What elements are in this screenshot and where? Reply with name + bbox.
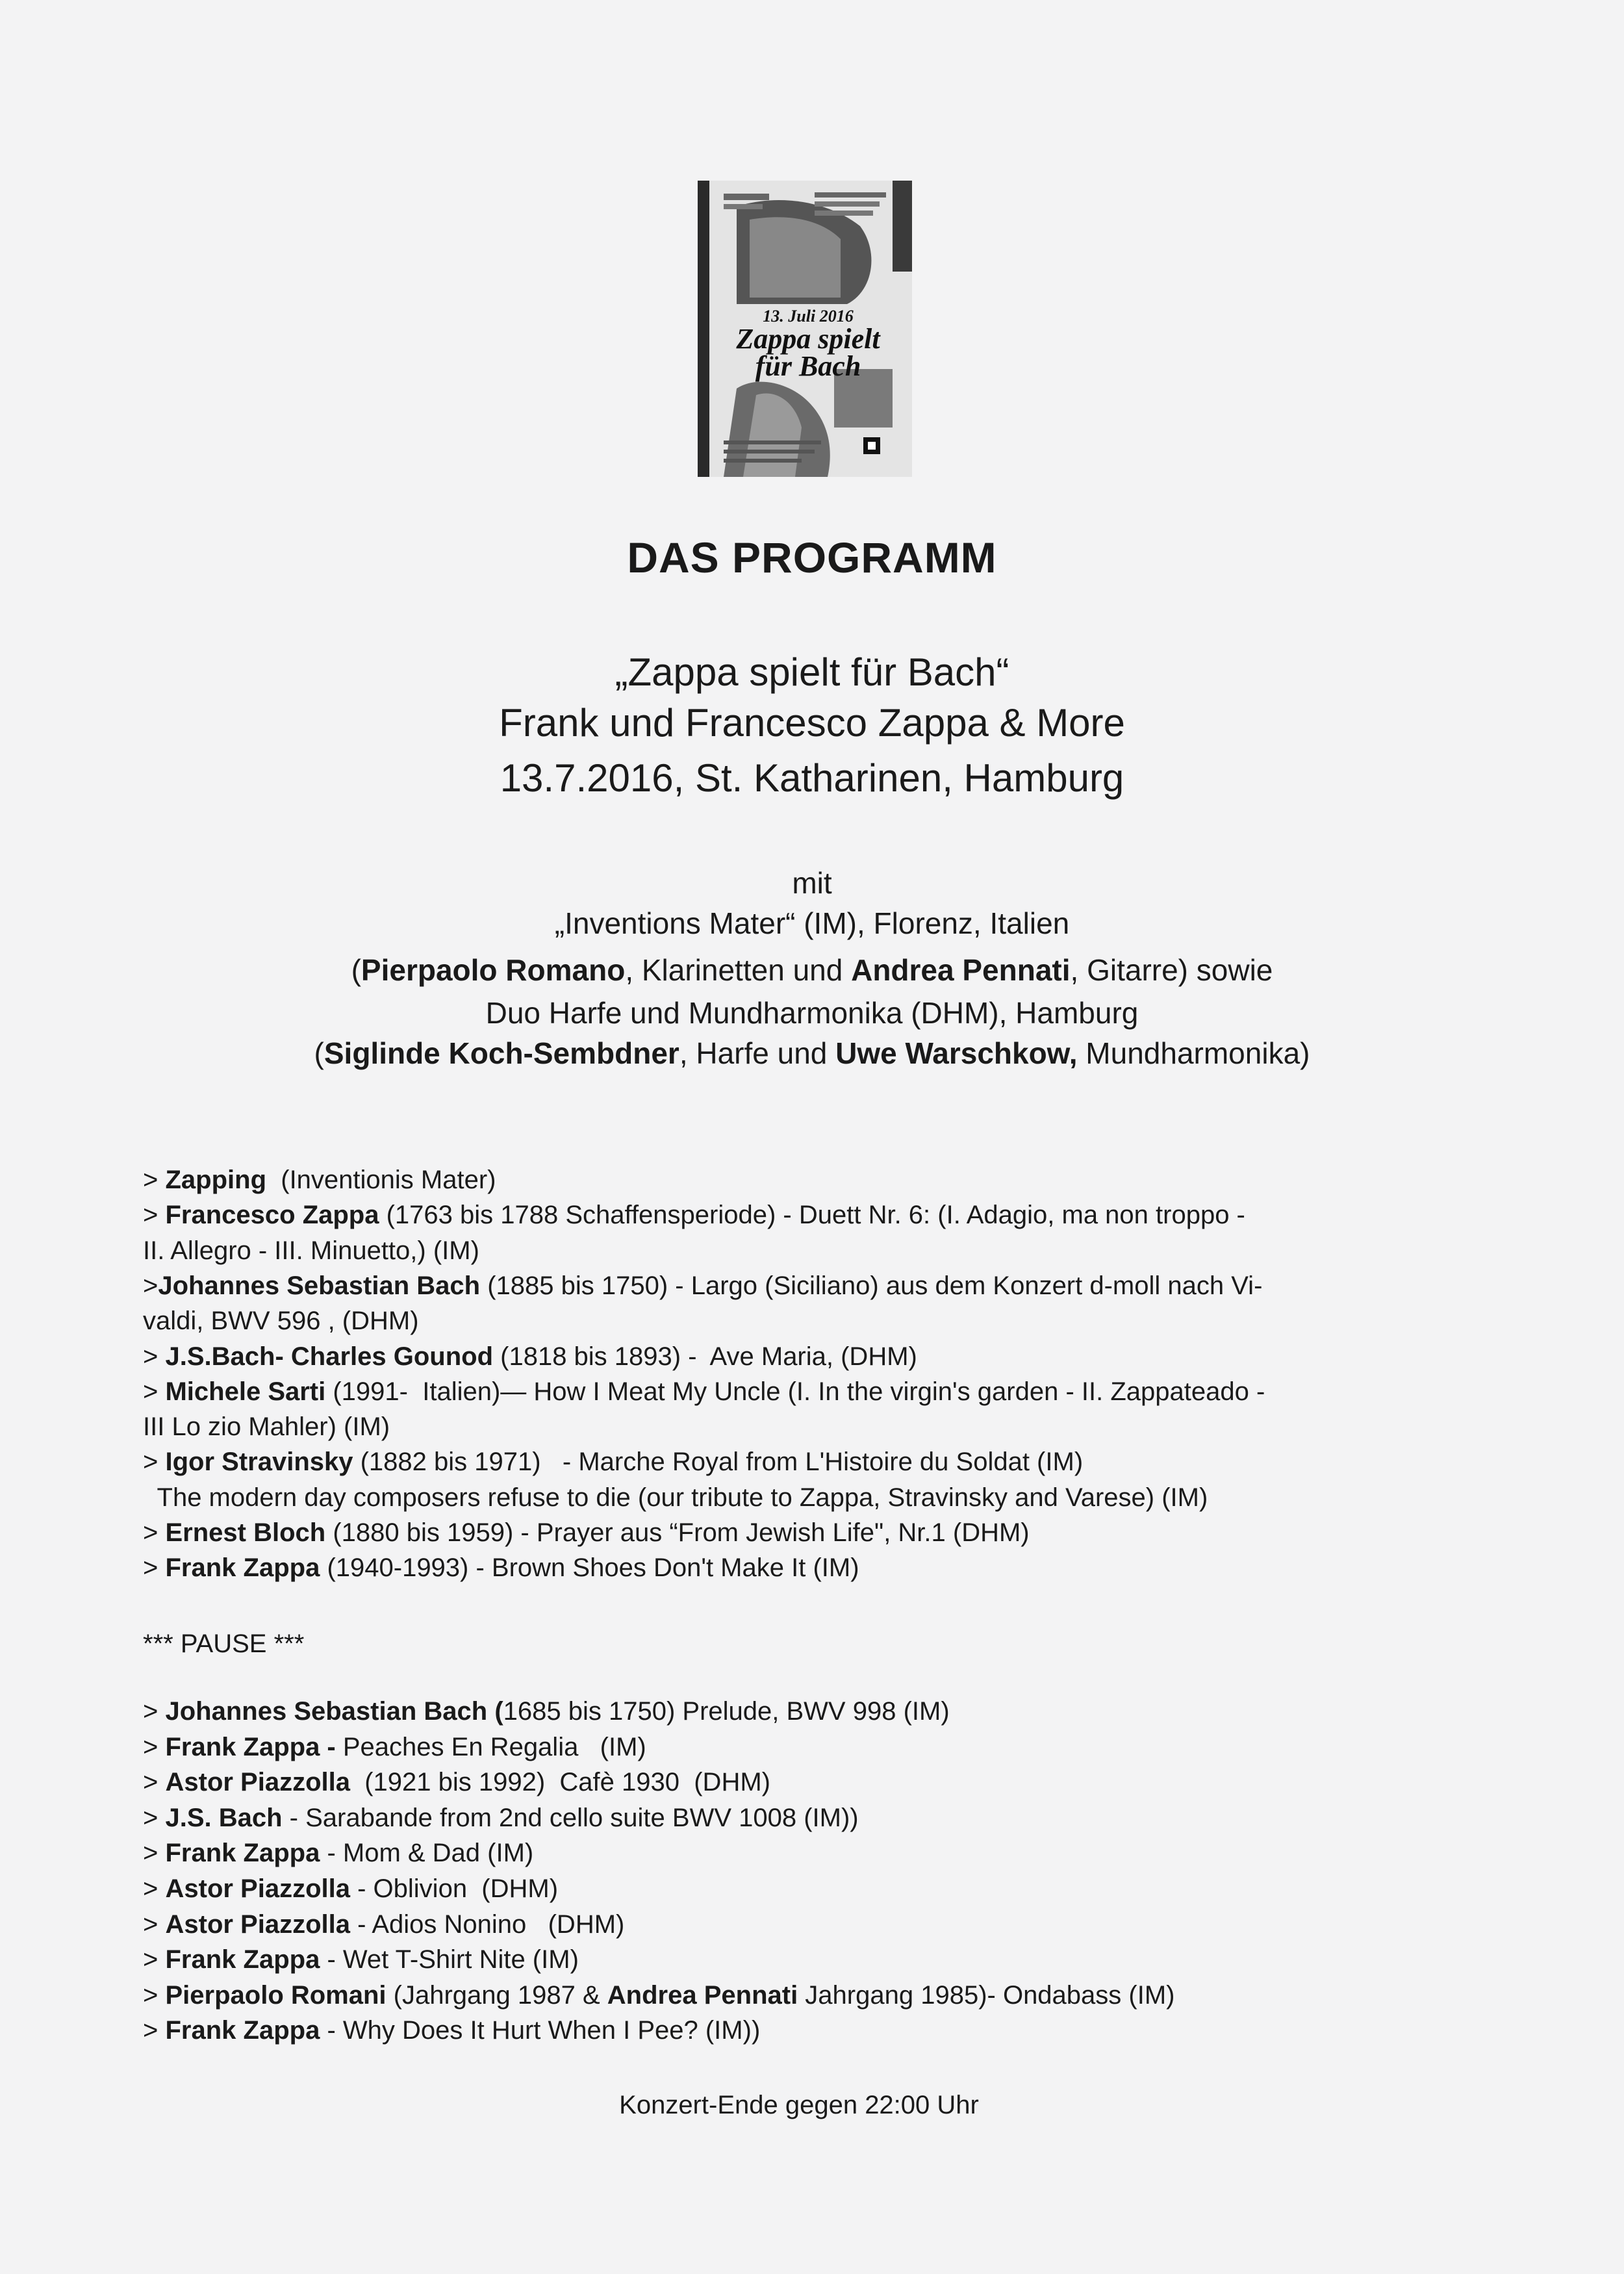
entry-prefix: > (143, 1874, 166, 1903)
performer-name: Uwe Warschkow, (835, 1036, 1078, 1070)
entry-detail: (1921 bis 1992) Cafè 1930 (DHM) (350, 1768, 770, 1797)
entry-prefix: > (143, 1342, 166, 1371)
mit-label: mit (792, 866, 832, 900)
entry-detail: III Lo zio Mahler) (IM) (143, 1412, 390, 1442)
entry-prefix: > (143, 1980, 166, 2010)
composer-name: Frank Zappa (165, 1839, 320, 1868)
entry-detail: (1940-1993) - Brown Shoes Don't Make It (IM) (320, 1553, 859, 1583)
composer-name: Johannes Sebastian Bach (158, 1271, 481, 1300)
composer-name: Astor Piazzolla (165, 1768, 350, 1797)
composer-name: Johannes Sebastian Bach ( (165, 1697, 503, 1726)
entry-detail: (1885 bis 1750) - Largo (Siciliano) aus dem Konzert d-moll nach Vi- (480, 1271, 1263, 1300)
page-title: DAS PROGRAMM (627, 533, 997, 581)
program-entry (143, 1876, 1520, 1902)
entry-detail: - Sarabande from 2nd cello suite BWV 1008 (IM)) (282, 1803, 859, 1832)
composer-name: Pierpaolo Romani (165, 1980, 387, 2010)
program-entry (143, 1840, 1520, 1866)
concert-title: „Zappa spielt für Bach“ (615, 650, 1009, 694)
entry-prefix: > (143, 1732, 166, 1761)
entry-detail: - Wet T-Shirt Nite (IM) (320, 1945, 579, 1974)
entry-prefix (143, 1483, 157, 1512)
composer-name: Andrea Pennati (607, 1980, 798, 2010)
duo-members-line: (Siglinde Koch-Sembdner, Harfe und Uwe Warschkow, Mundharmonika) (314, 1036, 1310, 1070)
composer-name: Astor Piazzolla (165, 1874, 350, 1903)
entry-detail: 1685 bis 1750) Prelude, BWV 998 (IM) (503, 1697, 950, 1726)
program-entry (143, 1520, 1520, 1546)
entry-detail: - Mom & Dad (IM) (320, 1839, 534, 1868)
composer-name: Frank Zappa (165, 1553, 320, 1583)
composer-name: Igor Stravinsky (165, 1448, 353, 1477)
entry-prefix: > (143, 2016, 166, 2045)
entry-prefix: > (143, 1201, 166, 1230)
entry-prefix: > (143, 1768, 166, 1797)
performer-name: Andrea Pennati (851, 953, 1071, 987)
composer-name: Frank Zappa - (165, 1732, 336, 1761)
entry-detail: (1818 bis 1893) - Ave Maria, (DHM) (493, 1342, 917, 1371)
performer-name: Siglinde Koch-Sembdner (324, 1036, 679, 1070)
program-entry (143, 1414, 1520, 1440)
poster-title-line1: Zappa spielt (736, 323, 880, 355)
performer-name: Pierpaolo Romano (361, 953, 626, 987)
program-entry (143, 1344, 1520, 1370)
composer-name: Francesco Zappa (165, 1201, 379, 1230)
entry-prefix: > (143, 1518, 166, 1547)
composer-name: Michele Sarti (165, 1377, 326, 1406)
composer-name: J.S.Bach- Charles Gounod (165, 1342, 494, 1371)
entry-detail: (Jahrgang 1987 & (386, 1980, 607, 2010)
composer-name: Zapping (165, 1166, 267, 1194)
composer-name: Frank Zappa (165, 2016, 320, 2045)
entry-detail: - Why Does It Hurt When I Pee? (IM)) (320, 2016, 761, 2045)
program-entry (143, 1273, 1520, 1299)
program-entry (143, 1911, 1520, 1937)
entry-prefix: > (143, 1377, 166, 1406)
entry-detail: The modern day composers refuse to die (our tribute to Zappa, Stravinsky and Varese) (IM) (157, 1483, 1208, 1512)
program-entry (143, 1555, 1520, 1581)
concert-poster-image (698, 181, 912, 477)
poster-title-line2: für Bach (755, 350, 861, 382)
entry-detail: (Inventionis Mater) (266, 1166, 496, 1194)
program-entry (143, 1734, 1520, 1760)
entry-detail: (1882 bis 1971) - Marche Royal from L'Histoire du Soldat (IM) (353, 1448, 1084, 1477)
entry-prefix: > (143, 1553, 166, 1583)
concert-performers-title: Frank und Francesco Zappa & More (499, 701, 1125, 745)
entry-detail: (1763 bis 1788 Schaffensperiode) - Duett Nr. 6: (I. Adagio, ma non troppo - (379, 1201, 1245, 1230)
program-entry (143, 1202, 1520, 1228)
entry-detail: - Oblivion (DHM) (350, 1874, 559, 1903)
program-entry (143, 1947, 1520, 1973)
program-entry (143, 1238, 1520, 1264)
entry-prefix: > (143, 1839, 166, 1868)
duo-line: Duo Harfe und Mundharmonika (DHM), Hamburg (485, 996, 1139, 1030)
program-entry (143, 1805, 1520, 1831)
program-entry (143, 1449, 1520, 1475)
concert-date-venue: 13.7.2016, St. Katharinen, Hamburg (500, 756, 1124, 800)
entry-detail: - Adios Nonino (DHM) (350, 1910, 625, 1939)
program-entry (143, 1698, 1520, 1724)
program-entry (143, 1769, 1520, 1795)
composer-name: Astor Piazzolla (165, 1910, 350, 1939)
entry-prefix: > (143, 1945, 166, 1974)
entry-prefix: > (143, 1803, 166, 1832)
entry-prefix: > (143, 1271, 159, 1300)
entry-detail: Peaches En Regalia (IM) (335, 1732, 646, 1761)
entry-detail: Jahrgang 1985)- Ondabass (IM) (798, 1980, 1175, 2010)
entry-detail: valdi, BWV 596 , (DHM) (143, 1307, 419, 1336)
entry-prefix: > (143, 1910, 166, 1939)
entry-prefix: > (143, 1448, 166, 1477)
entry-detail: (1880 bis 1959) - Prayer aus “From Jewish Life", Nr.1 (DHM) (325, 1518, 1030, 1547)
composer-name: Frank Zappa (165, 1945, 320, 1974)
ensemble-members-line: (Pierpaolo Romano, Klarinetten und Andrea Pennati, Gitarre) sowie (351, 953, 1273, 987)
composer-name: Ernest Bloch (165, 1518, 326, 1547)
entry-detail: (1991- Italien)— How I Meat My Uncle (I. In the virgin's garden - II. Zappateado - (325, 1377, 1265, 1406)
pause-marker: *** PAUSE *** (143, 1629, 305, 1658)
program-entry (143, 1167, 1520, 1193)
ensemble-line: „Inventions Mater“ (IM), Florenz, Italien (554, 906, 1070, 940)
entry-prefix: > (143, 1697, 166, 1726)
entry-prefix: > (143, 1166, 166, 1194)
entry-detail: II. Allegro - III. Minuetto,) (IM) (143, 1236, 479, 1265)
program-entry (143, 1379, 1520, 1405)
program-entry (143, 2017, 1520, 2043)
composer-name: J.S. Bach (165, 1803, 283, 1832)
program-entry (143, 1485, 1520, 1511)
concert-end-note: Konzert-Ende gegen 22:00 Uhr (619, 2091, 979, 2119)
poster-date: 13. Juli 2016 (763, 307, 854, 326)
program-entry (143, 1982, 1520, 2008)
program-entry (143, 1308, 1520, 1334)
